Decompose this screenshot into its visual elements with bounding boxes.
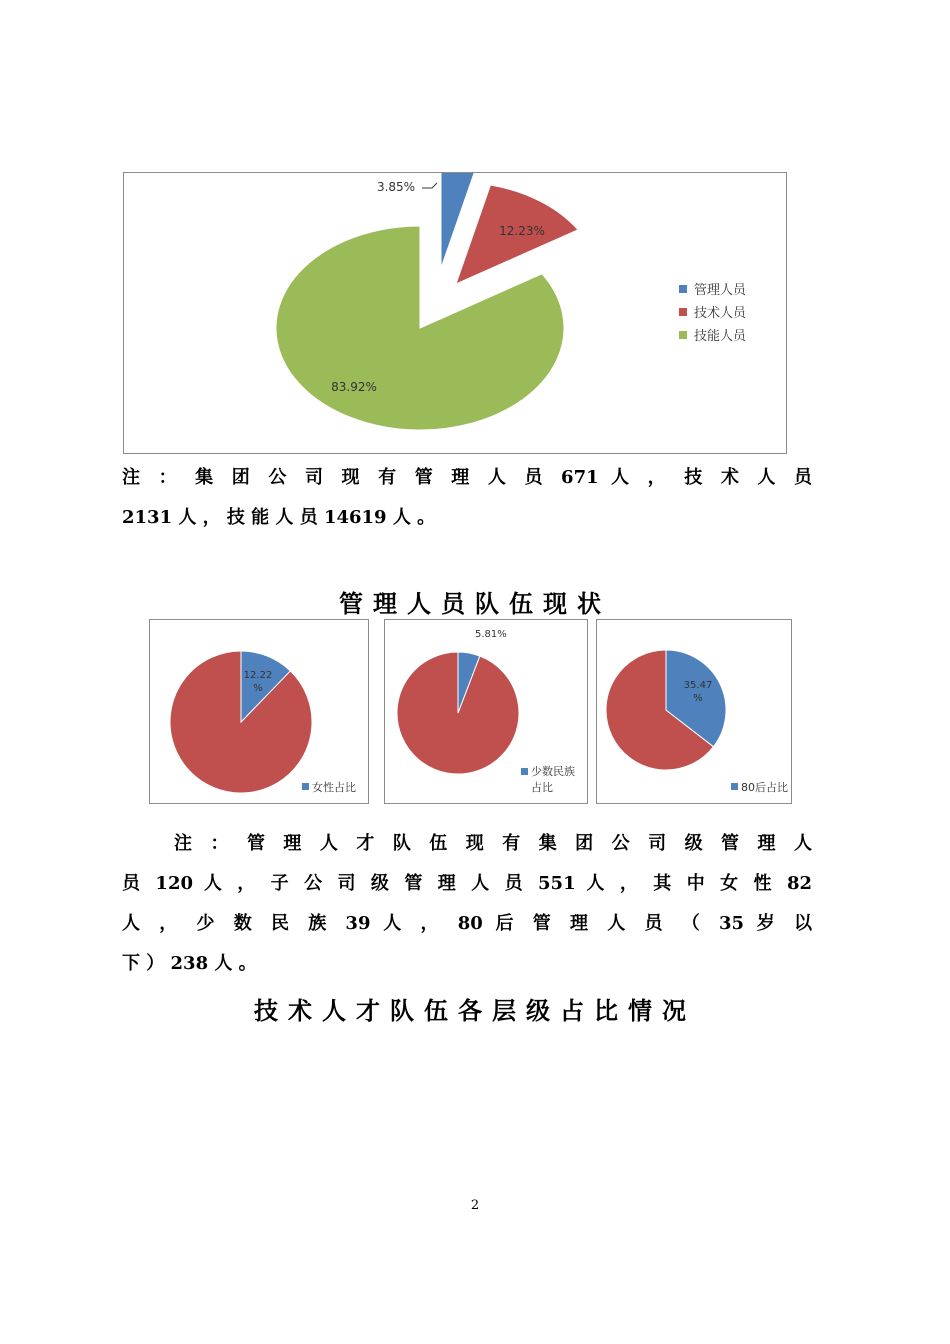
note-line: 人 ， 少 数 民 族 39 人 ， 80 后 管 理 人 员 （ 35 岁 以 (122, 913, 812, 934)
legend-swatch-blue (731, 783, 738, 790)
post80s-ratio-chart (596, 619, 792, 804)
data-label: % (693, 693, 703, 704)
staff-legend (679, 277, 746, 346)
minority-legend (521, 764, 575, 796)
data-label-management: 3.85% (376, 180, 416, 194)
data-label-technical: 12.23% (499, 224, 545, 238)
legend-item-skilled (679, 323, 746, 346)
data-label: 35.47 (683, 680, 713, 691)
legend-label: 管理人员 (694, 283, 747, 298)
data-label-skilled: 83.92% (331, 380, 377, 394)
data-label: 12.22 (243, 670, 273, 681)
staff-composition-chart (123, 172, 787, 454)
female-legend (302, 779, 356, 795)
legend-label: 技能人员 (694, 329, 747, 344)
legend-label: 女性占比 (312, 781, 356, 794)
note-line: 注 ： 管 理 人 才 队 伍 现 有 集 团 公 司 级 管 理 人 (174, 833, 812, 854)
minority-ratio-chart (384, 619, 588, 804)
female-ratio-chart (149, 619, 369, 804)
pie-slice-skilled (276, 226, 564, 430)
legend-label-stack (531, 764, 575, 796)
legend-item-management (679, 277, 746, 300)
legend-swatch-blue (679, 285, 687, 293)
legend-swatch-green (679, 331, 687, 339)
note-line: 员 120 人 ， 子 公 司 级 管 理 人 员 551 人 ， 其 中 女 性 82 (122, 873, 812, 894)
note-management-team (122, 824, 812, 984)
leader-line (422, 183, 437, 188)
post80s-pie-svg (597, 620, 793, 805)
legend-label: 少数民族 (531, 765, 575, 778)
note-line: 下 ） 238 人 。 (122, 953, 257, 974)
note-staff-counts (122, 458, 812, 538)
note-line: 2131 人 ， 技 能 人 员 14619 人 。 (122, 507, 436, 528)
heading-management-status: 管理人员队伍现状 (339, 590, 611, 618)
data-label: % (253, 683, 263, 694)
female-pie-svg (150, 620, 370, 805)
heading-technical-levels: 技术人才队伍各层级占比情况 (254, 997, 696, 1025)
data-label: 5.81% (475, 629, 507, 640)
note-line: 注 ： 集 团 公 司 现 有 管 理 人 员 671 人 ， 技 术 人 员 (122, 467, 812, 488)
legend-label: 80后占比 (741, 781, 788, 794)
post80s-legend (731, 779, 788, 795)
legend-swatch-blue (302, 783, 309, 790)
page-number: 2 (470, 1198, 480, 1213)
legend-label: 技术人员 (694, 306, 747, 321)
legend-swatch-blue (521, 768, 528, 775)
legend-label: 占比 (531, 781, 553, 794)
legend-item-technical (679, 300, 746, 323)
legend-swatch-red (679, 308, 687, 316)
